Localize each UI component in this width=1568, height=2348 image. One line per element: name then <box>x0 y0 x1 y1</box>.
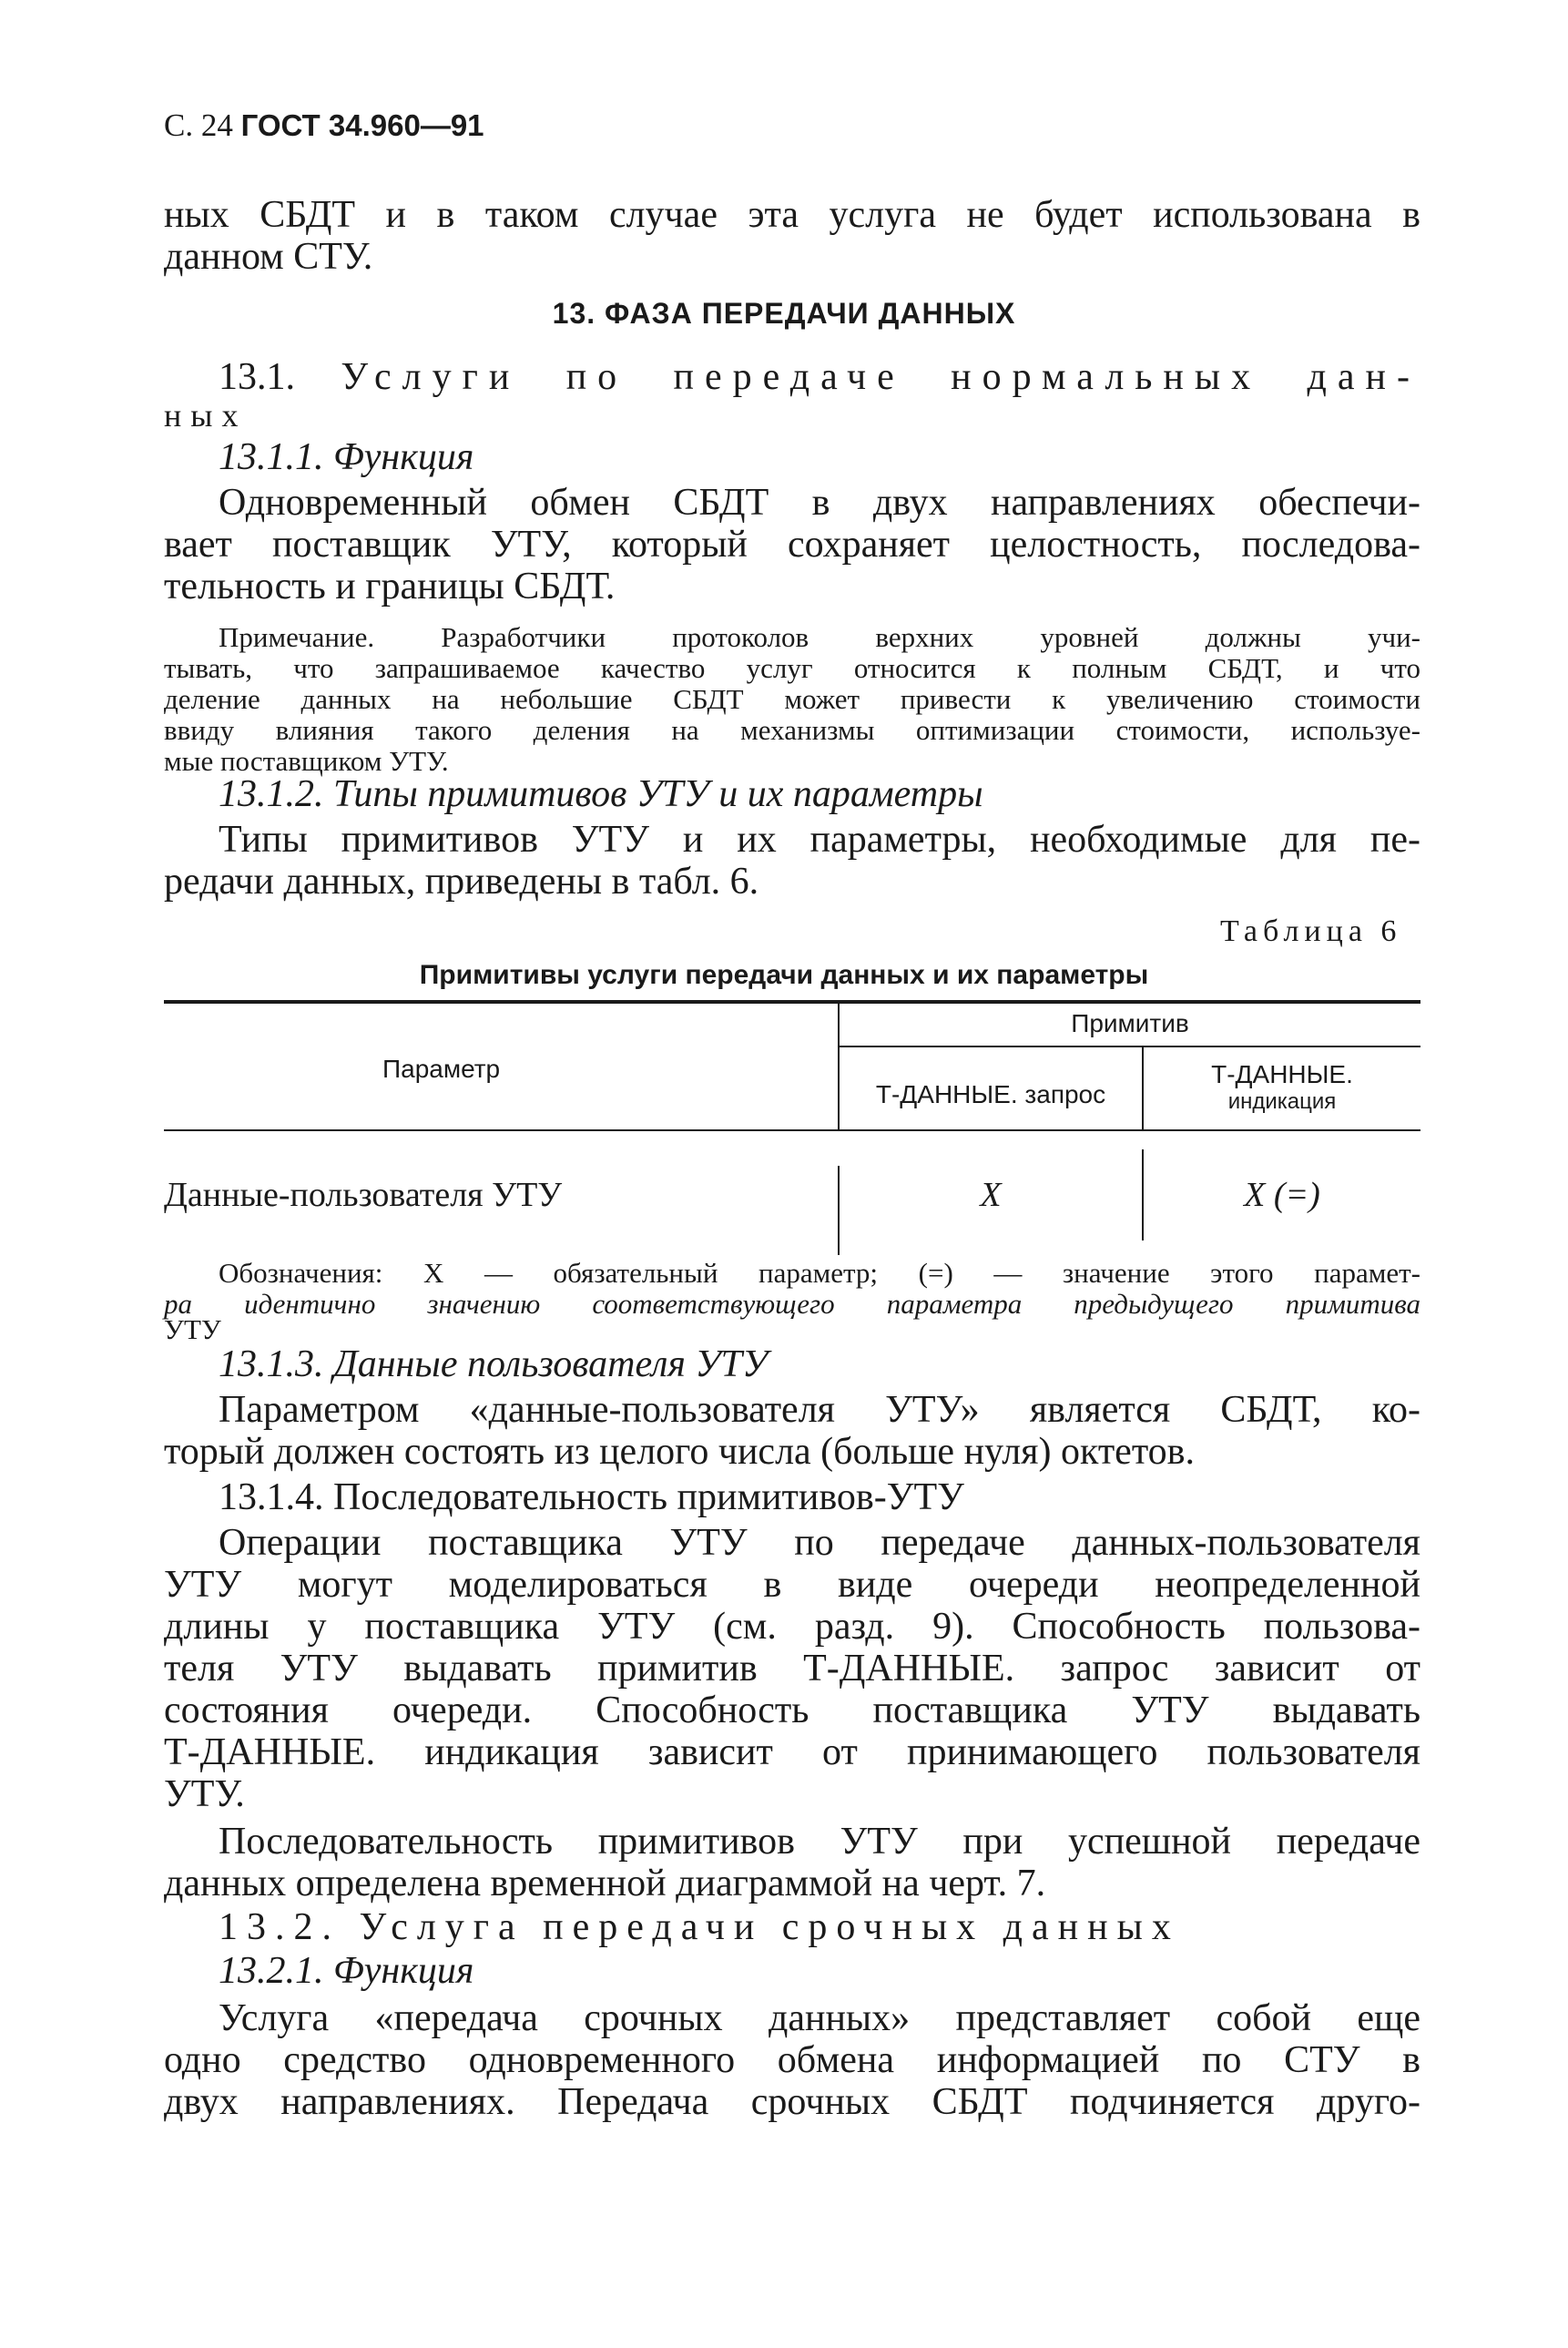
subsection-heading: 13.1.3. Данные пользователя УТУ <box>219 1343 769 1385</box>
table-cell-param: Данные-пользователя УТУ <box>164 1176 563 1214</box>
section-13-2-heading: 13.2. Услуга передачи срочных данных <box>219 1906 1180 1948</box>
intro-line-1: ных СБДТ и в таком случае эта услуга не будет использована в <box>164 194 1420 236</box>
paragraph-line: теля УТУ выдавать примитив Т-ДАННЫЕ. запрос зависит от <box>164 1648 1420 1690</box>
section-13-1-heading <box>219 355 1420 399</box>
section-13-1-heading-cont: ных <box>164 397 248 434</box>
paragraph-line: УТУ могут моделироваться в виде очереди неопределенной <box>164 1564 1420 1606</box>
table-top-rule <box>164 1000 1420 1004</box>
table-label: Таблица 6 <box>1220 914 1402 948</box>
heading-word: по <box>565 356 628 398</box>
paragraph-line: данных определена временной диаграммой на черт. 7. <box>164 1863 1046 1904</box>
page-header <box>164 107 484 144</box>
heading-word: Услуги <box>341 356 521 398</box>
table-header-primitive: Примитив <box>1071 1009 1189 1037</box>
legend-line: УТУ <box>164 1313 221 1345</box>
standard-code: ГОСТ 34.960—91 <box>240 108 484 142</box>
legend-line: ра идентично значению соответствующего параметра предыдущего примитива <box>164 1288 1420 1320</box>
paragraph-line: Типы примитивов УТУ и их параметры, необходимые для пе- <box>219 819 1420 861</box>
paragraph-line: Последовательность примитивов УТУ при успешной передаче <box>219 1821 1420 1863</box>
paragraph-line: Одновременный обмен СБДТ в двух направлениях обеспечи- <box>219 482 1420 524</box>
table-subheader-rule <box>840 1046 1420 1047</box>
table-cell-indication: X (=) <box>1244 1176 1320 1214</box>
note-line: ввиду влияния такого деления на механизмы оптимизации стоимости, используе- <box>164 714 1420 746</box>
table-header-indication-2: индикация <box>1227 1089 1337 1114</box>
note-line: Примечание. Разработчики протоколов верхних уровней должны учи- <box>219 621 1420 653</box>
section-number: 13.1. <box>219 356 295 398</box>
paragraph-line: двух направлениях. Передача срочных СБДТ подчиняется друго- <box>164 2081 1420 2123</box>
note-line: мые поставщиком УТУ. <box>164 745 449 777</box>
subsection-heading: 13.1.4. Последовательность примитивов-УТУ <box>219 1476 964 1518</box>
section-title: 13. ФАЗА ПЕРЕДАЧИ ДАННЫХ <box>552 297 1016 330</box>
table-header-rule <box>164 1129 1420 1131</box>
paragraph-line: длины у поставщика УТУ (см. разд. 9). Способность пользова- <box>164 1606 1420 1648</box>
note-line: тывать, что запрашиваемое качество услуг относится к полным СБДТ, и что <box>164 652 1420 684</box>
legend-line: Обозначения: X — обязательный параметр; (=) — значение этого парамет- <box>219 1257 1420 1289</box>
table-header-request: Т-ДАННЫЕ. запрос <box>875 1080 1106 1108</box>
heading-word: нормальных <box>951 356 1262 398</box>
table-title: Примитивы услуги передачи данных и их параметры <box>419 960 1149 990</box>
paragraph-line: редачи данных, приведены в табл. 6. <box>164 861 759 903</box>
paragraph-line: Параметром «данные-пользователя УТУ» является СБДТ, ко- <box>219 1389 1420 1431</box>
heading-word: передаче <box>673 356 905 398</box>
paragraph-line: состояния очереди. Способность поставщика УТУ выдавать <box>164 1690 1420 1731</box>
paragraph-line: Т-ДАННЫЕ. индикация зависит от принимающего пользователя <box>164 1731 1420 1773</box>
subsection-heading: 13.1.2. Типы примитивов УТУ и их параметры <box>219 773 983 815</box>
page-number: С. 24 <box>164 107 233 143</box>
intro-line-2: данном СТУ. <box>164 236 373 278</box>
table-header-param: Параметр <box>382 1055 501 1083</box>
paragraph-line: вает поставщик УТУ, который сохраняет целостность, последова- <box>164 524 1420 566</box>
heading-word: дан- <box>1307 356 1420 398</box>
paragraph-line: одно средство одновременного обмена информацией по СТУ в <box>164 2039 1420 2081</box>
subsection-heading: 13.1.1. Функция <box>219 436 474 478</box>
note-line: деление данных на небольшие СБДТ может привести к увеличению стоимости <box>164 683 1420 715</box>
table-cell-request: X <box>980 1176 1002 1214</box>
table-header-indication-1: Т-ДАННЫЕ. <box>1211 1060 1353 1088</box>
paragraph-line: торый должен состоять из целого числа (больше нуля) октетов. <box>164 1431 1195 1473</box>
paragraph-line: Операции поставщика УТУ по передаче данных-пользователя <box>219 1522 1420 1564</box>
paragraph-line: тельность и границы СБДТ. <box>164 566 616 607</box>
subsection-heading: 13.2.1. Функция <box>219 1950 474 1992</box>
paragraph-line: Услуга «передача срочных данных» представляет собой еще <box>219 1997 1420 2039</box>
paragraph-line: УТУ. <box>164 1773 245 1815</box>
